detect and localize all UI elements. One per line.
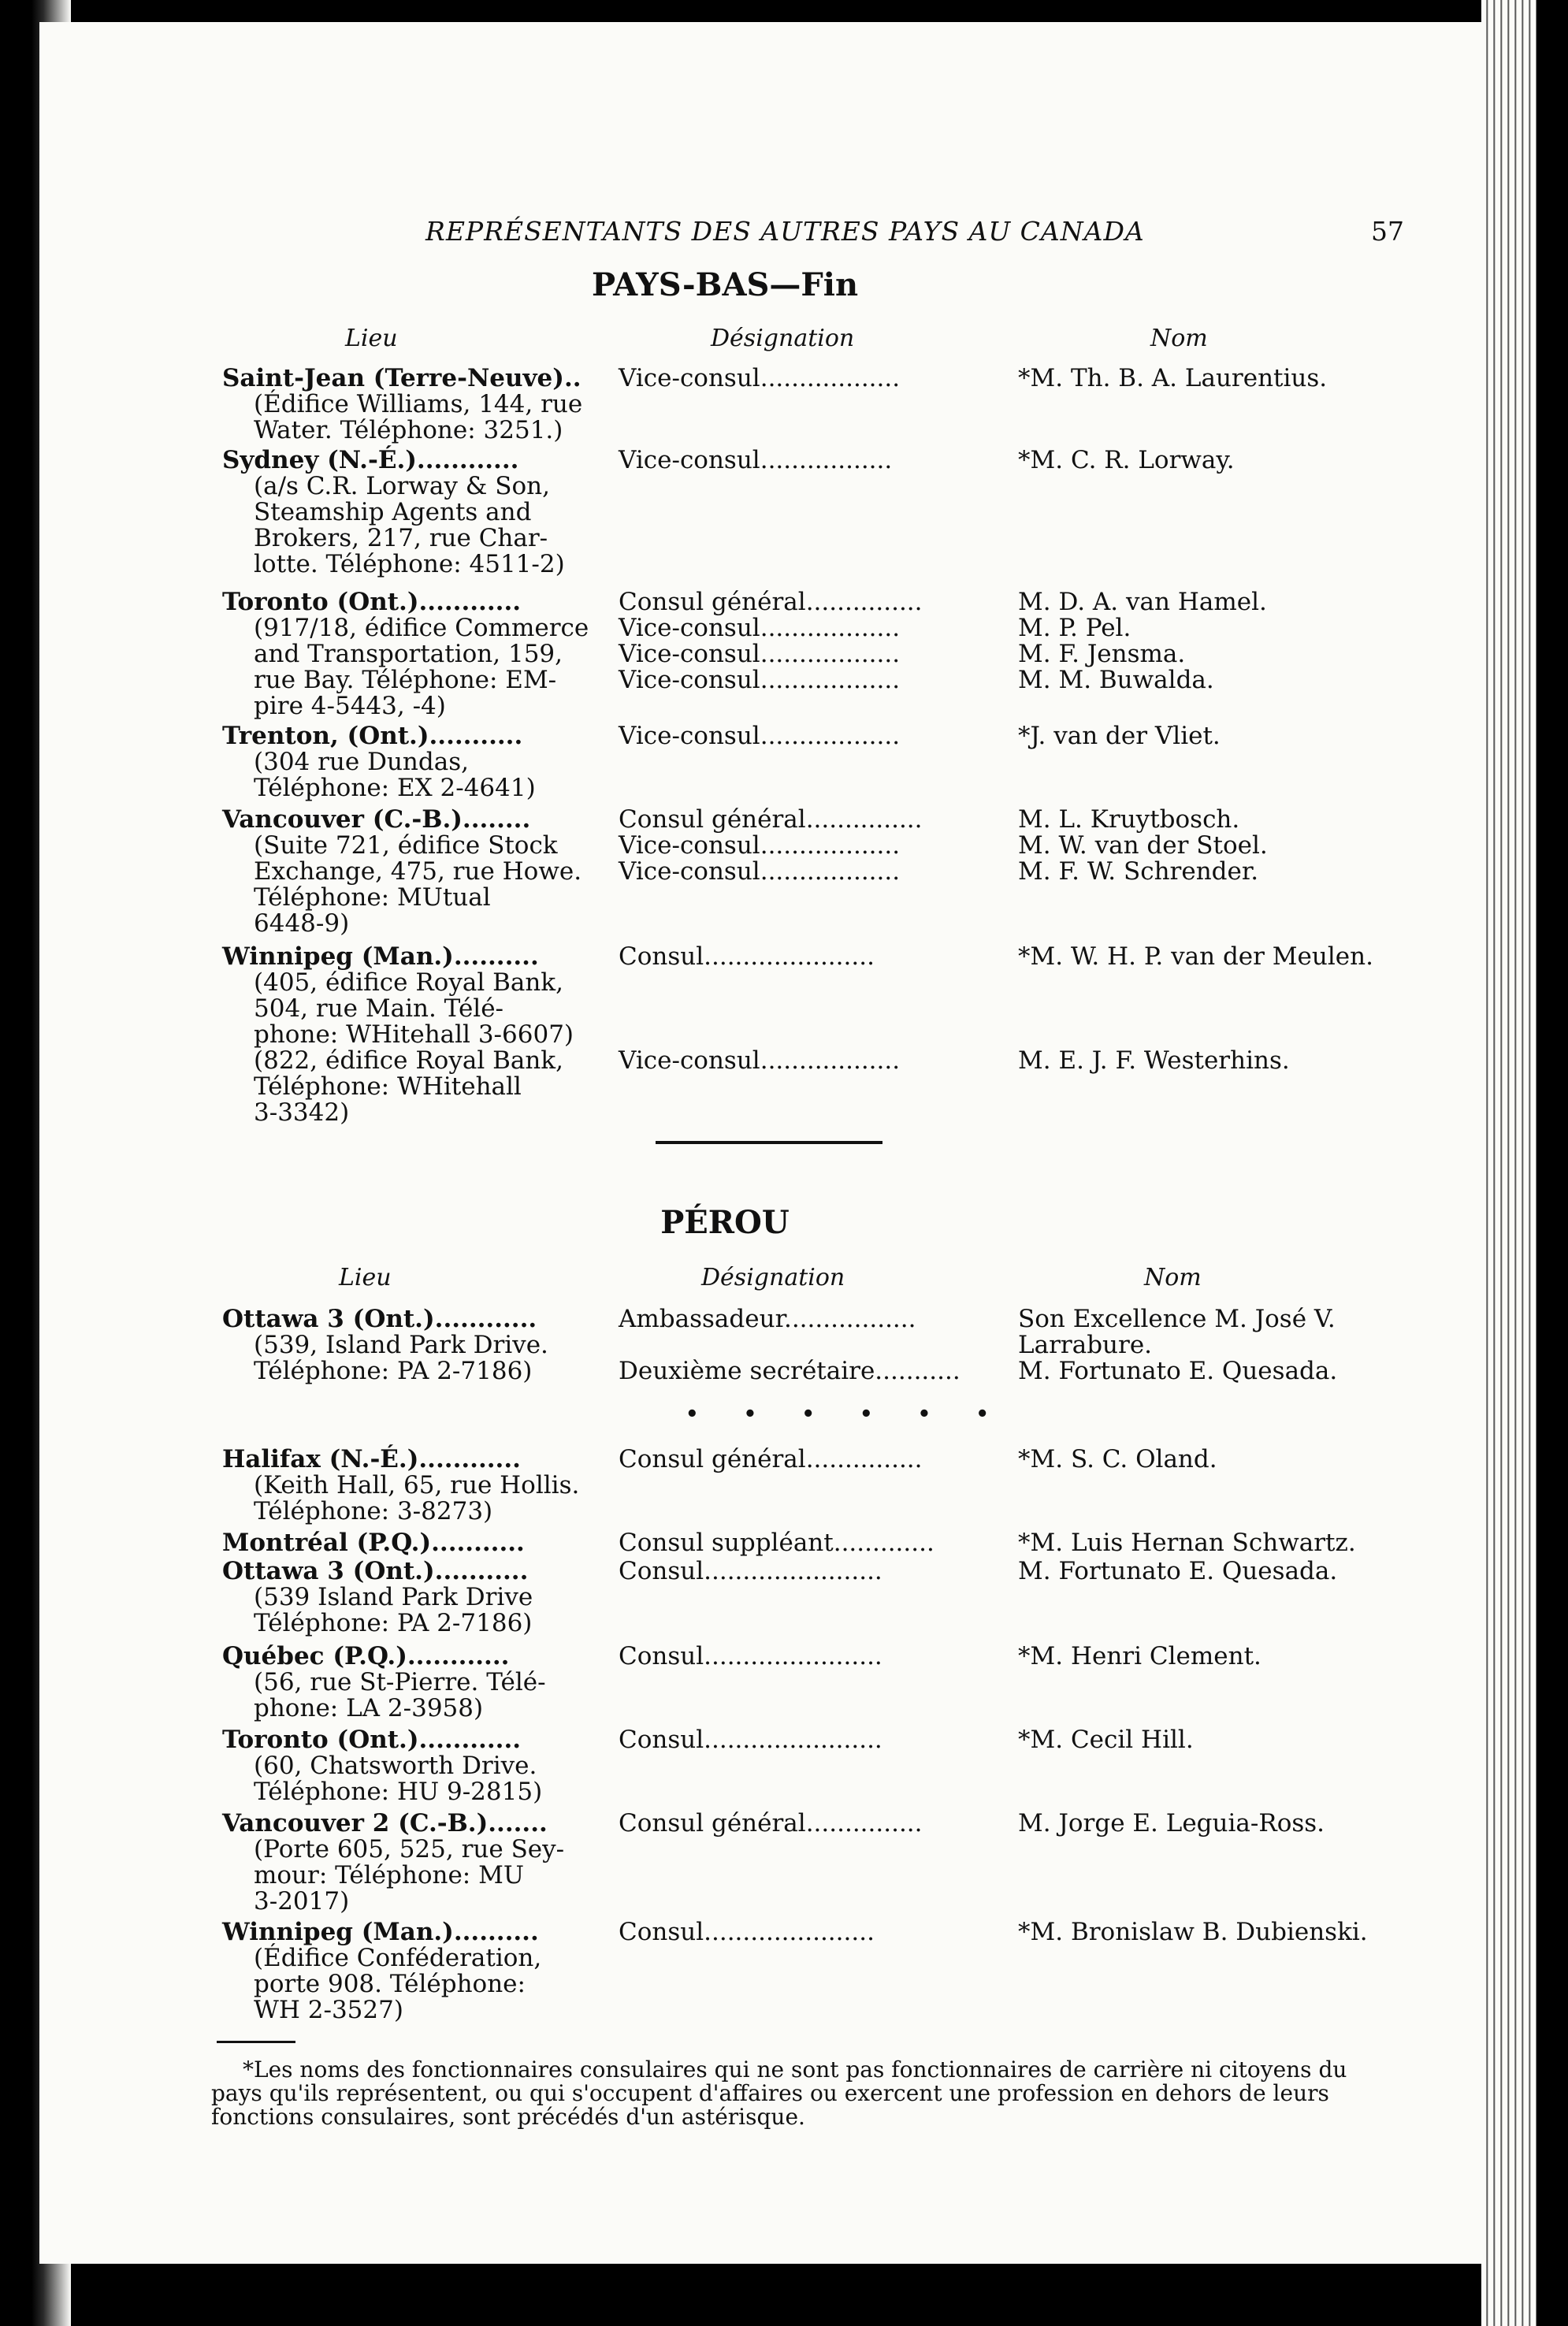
running-head: REPRÉSENTANTS DES AUTRES PAYS AU CANADA (425, 216, 1145, 247)
entry-lieu (222, 448, 616, 578)
entry-address-line: Brokers, 217, rue Char- (254, 524, 548, 552)
entry-lieu (222, 1919, 616, 2023)
entry-place: Trenton, (Ont.)........... (222, 722, 523, 750)
entry-nom (1018, 1447, 1428, 1473)
section-title-perou: PÉROU (660, 1204, 790, 1241)
entry-address-line: 3-2017) (254, 1887, 350, 1915)
entry-address-line: Steamship Agents and (254, 498, 532, 526)
entry-address-line: (Porte 605, 525, rue Sey- (254, 1835, 565, 1863)
entry-address-line: pire 4-5443, -4) (254, 692, 446, 720)
entry-lieu (222, 944, 616, 1048)
col-header-designation: Désignation (701, 1264, 845, 1291)
entry-place: Saint-Jean (Terre-Neuve).. (222, 364, 581, 392)
entry-address-line: Water. Téléphone: 3251.) (254, 416, 563, 444)
nom-line: *M. Bronislaw B. Dubienski. (1018, 1918, 1368, 1946)
entry-address-line: 3-3342) (254, 1098, 350, 1127)
entry-address-line: (539, Island Park Drive. (254, 1331, 548, 1359)
entry-lieu (222, 1530, 616, 1556)
entry-nom (1018, 1811, 1428, 1837)
entry-nom (1018, 1306, 1428, 1384)
entry-address-line: Téléphone: 3-8273) (254, 1497, 493, 1525)
entry-lieu (222, 366, 616, 444)
entry-address-line: and Transportation, 159, (254, 640, 563, 668)
nom-line: M. M. Buwalda. (1018, 666, 1214, 694)
nom-line: Son Excellence M. José V. (1018, 1305, 1336, 1333)
entry-place: Winnipeg (Man.).......... (222, 1918, 539, 1946)
separator-dots: • • • • • • (686, 1403, 1008, 1426)
entry-address-line: Téléphone: WHitehall (254, 1072, 522, 1101)
entry-lieu (222, 1447, 616, 1525)
nom-line: M. D. A. van Hamel. (1018, 588, 1267, 616)
designation-line: Ambassadeur................. (619, 1305, 916, 1333)
nom-line: M. F. W. Schrender. (1018, 857, 1259, 886)
entry-lieu (222, 807, 616, 937)
entry-address-line: 504, rue Main. Télé- (254, 994, 504, 1023)
entry-nom (1018, 1048, 1428, 1074)
entry-designation (619, 1447, 1013, 1473)
col-header-nom: Nom (1144, 1264, 1202, 1291)
entry-address-line: (539 Island Park Drive (254, 1583, 533, 1611)
designation-line: Vice-consul.................. (619, 1046, 901, 1075)
entry-address-line: (56, rue St-Pierre. Télé- (254, 1668, 546, 1696)
designation-line: Consul suppléant............. (619, 1529, 934, 1557)
entry-designation (619, 1306, 1013, 1384)
entry-place: Toronto (Ont.)............ (222, 1726, 522, 1754)
col-header-lieu: Lieu (339, 1264, 392, 1291)
designation-line: Consul général............... (619, 1809, 923, 1837)
entry-lieu (222, 1727, 616, 1805)
designation-line: Consul....................... (619, 1642, 882, 1670)
entry-designation (619, 1919, 1013, 1945)
nom-line: M. Fortunato E. Quesada. (1018, 1557, 1338, 1585)
entry-lieu (222, 589, 616, 719)
designation-line: Vice-consul.................. (619, 364, 901, 392)
entry-place: Ottawa 3 (Ont.)............ (222, 1305, 537, 1333)
nom-line: M. E. J. F. Westerhins. (1018, 1046, 1290, 1075)
entry-address-line: (304 rue Dundas, (254, 748, 469, 776)
col-header-designation: Désignation (711, 325, 855, 352)
entry-address-line: Téléphone: PA 2-7186) (254, 1609, 533, 1637)
entry-designation (619, 723, 1013, 749)
entry-nom (1018, 1559, 1428, 1585)
entry-lieu (222, 1644, 616, 1722)
entry-address-line: Téléphone: HU 9-2815) (254, 1778, 543, 1806)
entry-address-line: Téléphone: PA 2-7186) (254, 1357, 533, 1385)
designation-line (619, 1332, 1013, 1358)
nom-line: *M. C. R. Lorway. (1018, 446, 1235, 474)
designation-line: Vice-consul.................. (619, 640, 901, 668)
entry-address-line: (917/18, édifice Commerce (254, 614, 589, 642)
designation-line: Vice-consul.................. (619, 666, 901, 694)
entry-address-line: (822, édifice Royal Bank, (254, 1046, 563, 1075)
nom-line: *M. Th. B. A. Laurentius. (1018, 364, 1328, 392)
entry-lieu (222, 1048, 616, 1126)
designation-line: Consul...................... (619, 942, 875, 971)
entry-designation (619, 366, 1013, 392)
entry-lieu (222, 1559, 616, 1637)
entry-nom (1018, 366, 1428, 392)
entry-address-line: Téléphone: MUtual (254, 883, 491, 912)
entry-place: Halifax (N.-É.)............ (222, 1445, 521, 1473)
entry-lieu (222, 1306, 616, 1384)
entry-designation (619, 807, 1013, 885)
nom-line: *M. Cecil Hill. (1018, 1726, 1194, 1754)
entry-address-line: (405, édifice Royal Bank, (254, 968, 563, 997)
nom-line: Larrabure. (1018, 1331, 1153, 1359)
entry-address-line: WH 2-3527) (254, 1996, 403, 2024)
entry-designation (619, 1727, 1013, 1753)
entry-address-line: lotte. Téléphone: 4511-2) (254, 550, 565, 578)
designation-line: Vice-consul.................. (619, 831, 901, 860)
designation-line: Vice-consul.................. (619, 722, 901, 750)
entry-address-line: (Suite 721, édifice Stock (254, 831, 558, 860)
entry-address-line: (a/s C.R. Lorway & Son, (254, 472, 550, 500)
nom-line: M. F. Jensma. (1018, 640, 1186, 668)
entry-designation (619, 1559, 1013, 1585)
designation-line: Consul....................... (619, 1557, 882, 1585)
designation-line: Vice-consul................. (619, 446, 893, 474)
entry-address-line: 6448-9) (254, 909, 350, 938)
entry-address-line: Téléphone: EX 2-4641) (254, 774, 536, 802)
entry-address-line: (Édifice Conféderation, (254, 1944, 542, 1972)
entry-designation (619, 944, 1013, 970)
entry-designation (619, 1811, 1013, 1837)
entry-place: Toronto (Ont.)............ (222, 588, 522, 616)
entry-nom (1018, 448, 1428, 474)
col-header-lieu: Lieu (345, 325, 398, 352)
designation-line: Consul général............... (619, 1445, 923, 1473)
section-title-pays-bas: PAYS-BAS—Fin (591, 266, 859, 303)
entry-designation (619, 1048, 1013, 1074)
nom-line: *J. van der Vliet. (1018, 722, 1221, 750)
designation-line: Consul....................... (619, 1726, 882, 1754)
entry-lieu (222, 1811, 616, 1915)
designation-line: Vice-consul.................. (619, 614, 901, 642)
entry-address-line: phone: WHitehall 3-6607) (254, 1020, 574, 1049)
entry-nom (1018, 1727, 1428, 1753)
nom-line: *M. Henri Clement. (1018, 1642, 1261, 1670)
page-edges (1481, 0, 1568, 2326)
nom-line: M. Fortunato E. Quesada. (1018, 1357, 1338, 1385)
entry-nom (1018, 589, 1428, 693)
page (39, 22, 1533, 2264)
entry-nom (1018, 807, 1428, 885)
nom-line: *M. Luis Hernan Schwartz. (1018, 1529, 1356, 1557)
entry-place: Vancouver (C.-B.)........ (222, 805, 531, 834)
entry-designation (619, 1530, 1013, 1556)
entry-address-line: porte 908. Téléphone: (254, 1970, 526, 1998)
entry-address-line: (Édifice Williams, 144, rue (254, 390, 583, 418)
entry-designation (619, 448, 1013, 474)
entry-nom (1018, 1919, 1428, 1945)
entry-place: Winnipeg (Man.).......... (222, 942, 539, 971)
entry-designation (619, 589, 1013, 693)
nom-line: M. L. Kruytbosch. (1018, 805, 1240, 834)
entry-lieu (222, 723, 616, 801)
entry-nom (1018, 944, 1428, 970)
entry-place: Sydney (N.-É.)............ (222, 446, 519, 474)
entry-address-line: Exchange, 475, rue Howe. (254, 857, 582, 886)
entry-place: Ottawa 3 (Ont.)........... (222, 1557, 529, 1585)
entry-address-line: mour: Téléphone: MU (254, 1861, 524, 1889)
col-header-nom: Nom (1150, 325, 1208, 352)
entry-address-line: (60, Chatsworth Drive. (254, 1752, 537, 1780)
entry-designation (619, 1644, 1013, 1670)
entry-address-line: (Keith Hall, 65, rue Hollis. (254, 1471, 580, 1499)
entry-nom (1018, 1530, 1428, 1556)
designation-line: Consul général............... (619, 588, 923, 616)
designation-line: Deuxième secrétaire........... (619, 1357, 960, 1385)
section-divider (656, 1141, 882, 1144)
nom-line: M. W. van der Stoel. (1018, 831, 1268, 860)
footnote-rule (217, 2041, 295, 2043)
entry-place: Montréal (P.Q.)........... (222, 1529, 525, 1557)
entry-address-line: phone: LA 2-3958) (254, 1694, 484, 1722)
nom-line: *M. S. C. Oland. (1018, 1445, 1217, 1473)
nom-line: M. P. Pel. (1018, 614, 1131, 642)
entry-place: Québec (P.Q.)............ (222, 1642, 510, 1670)
entry-address-line: rue Bay. Téléphone: EM- (254, 666, 557, 694)
page-number: 57 (1371, 216, 1404, 247)
designation-line: Vice-consul.................. (619, 857, 901, 886)
footnote: *Les noms des fonctionnaires consulaires qui ne sont pas fonctionnaires de carrière ni citoyens du pays qu'ils représentent, ou qui s'occupent d'affaires ou exercent une profession en dehors de leurs fonctions consulaires, sont précédés d'un astérisque. (211, 2057, 1347, 2130)
designation-line: Consul...................... (619, 1918, 875, 1946)
entry-place: Vancouver 2 (C.-B.)....... (222, 1809, 548, 1837)
entry-nom (1018, 1644, 1428, 1670)
nom-line: M. Jorge E. Leguia-Ross. (1018, 1809, 1325, 1837)
designation-line: Consul général............... (619, 805, 923, 834)
entry-nom (1018, 723, 1428, 749)
nom-line: *M. W. H. P. van der Meulen. (1018, 942, 1373, 971)
